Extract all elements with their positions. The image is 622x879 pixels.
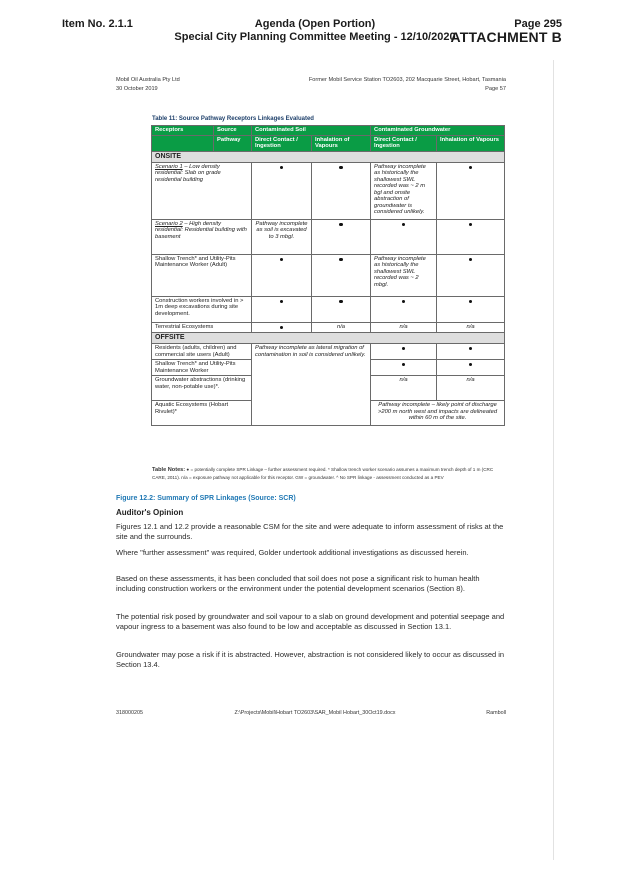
linkage-dot bbox=[312, 296, 371, 322]
table-notes-text: ● = potentially complete SPR Linkage – further assessment required. * Shallow trench worker scenario assumes a maximum trench depth of 1 m (CRC CARE, 2011). n/a = exposure pathway not applicable for this receptor. GW = groundwater. ^ No SPR linkage - assessment conducted as a PEV bbox=[152, 467, 494, 480]
paragraph-5: Groundwater may pose a risk if it is abstracted. However, abstraction is not considered likely to occur as discussed in Section 13.4. bbox=[116, 650, 505, 670]
agenda-line-1: Agenda (Open Portion) bbox=[254, 18, 376, 30]
scenario-2-soil-direct-note: Pathway incomplete as soil is excavated to 3 mbgl. bbox=[252, 219, 312, 254]
receptor-offsite-trench: Shallow Trench* and Utility-Pits Maintenance Worker bbox=[152, 360, 252, 376]
receptor-construction-workers: Construction workers involved in > 1m deep excavations during site development. bbox=[152, 296, 252, 322]
receptor-scenario-1 bbox=[152, 162, 252, 219]
footer-doc-number: 318000205 bbox=[116, 710, 143, 716]
na-cell: n/a bbox=[312, 322, 371, 333]
linkage-dot bbox=[252, 322, 312, 333]
linkage-dot bbox=[437, 219, 505, 254]
linkage-dot bbox=[437, 296, 505, 322]
na-cell: n/a bbox=[437, 322, 505, 333]
scenario-1-label: Scenario 1 bbox=[155, 163, 183, 170]
spr-linkages-table bbox=[151, 125, 505, 426]
trench-gw-direct-note: Pathway incomplete as historically the shallowest SWL recorded was ~ 2 mbgl. bbox=[371, 254, 437, 296]
paragraph-4: The potential risk posed by groundwater and soil vapour to a slab on ground development and potential seepage and vapour ingress to a basement was also found to be low and acceptable as discussed in Section 13.1. bbox=[116, 612, 505, 632]
col-pathway: Pathway bbox=[214, 135, 252, 151]
section-offsite-label: OFFSITE bbox=[152, 333, 505, 344]
col-receptors: Receptors bbox=[152, 126, 214, 136]
receptor-scenario-2 bbox=[152, 219, 252, 254]
receptor-residents: Residents (adults, children) and commercial site users (Adult) bbox=[152, 344, 252, 360]
paragraph-2: Where "further assessment" was required, Golder undertook additional investigations as discussed herein. bbox=[116, 548, 469, 557]
section-offsite bbox=[152, 333, 505, 344]
col-receptors-blank bbox=[152, 135, 214, 151]
figure-caption: Figure 12.2: Summary of SPR Linkages (Source: SCR) bbox=[116, 495, 296, 502]
linkage-dot bbox=[371, 360, 437, 376]
receptor-aquatic: Aquatic Ecosystems (Hobart Rivulet)* bbox=[152, 401, 252, 426]
page-edge-line bbox=[553, 60, 554, 860]
table-row bbox=[152, 254, 505, 296]
doc-page: Page 57 bbox=[485, 85, 506, 92]
na-cell: n/a bbox=[437, 376, 505, 401]
agenda-title bbox=[140, 18, 490, 44]
linkage-dot bbox=[371, 344, 437, 360]
receptor-trench-worker: Shallow Trench* and Utility-Pits Maintenance Worker (Adult) bbox=[152, 254, 252, 296]
na-cell: n/a bbox=[371, 376, 437, 401]
col-gw-direct: Direct Contact / Ingestion bbox=[371, 135, 437, 151]
linkage-dot bbox=[437, 344, 505, 360]
col-contaminated-groundwater: Contaminated Groundwater bbox=[371, 126, 505, 136]
company-name: Mobil Oil Australia Pty Ltd bbox=[116, 77, 180, 83]
na-cell: n/a bbox=[371, 322, 437, 333]
linkage-dot bbox=[437, 360, 505, 376]
table-row bbox=[152, 344, 505, 360]
table-caption: Table 11: Source Pathway Receptors Linkages Evaluated bbox=[152, 116, 314, 122]
linkage-dot bbox=[312, 254, 371, 296]
doc-date: 30 October 2019 bbox=[116, 85, 158, 92]
table-notes-label: Table Notes: bbox=[152, 467, 186, 473]
aquatic-gw-note: Pathway incomplete – likely point of discharge >200 m north west and impacts are delineated within 60 m of the site. bbox=[371, 401, 505, 426]
footer-file-path: Z:\Projects\Mobil\Hobart TO2603\SAR_Mobil Hobart_30Oct19.docx bbox=[234, 710, 396, 716]
agenda-line-2: Special City Planning Committee Meeting - 12/10/2020 bbox=[174, 31, 456, 43]
linkage-dot bbox=[371, 296, 437, 322]
linkage-dot bbox=[252, 162, 312, 219]
linkage-dot bbox=[252, 254, 312, 296]
section-onsite-label: ONSITE bbox=[152, 151, 505, 162]
table-row bbox=[152, 322, 505, 333]
linkage-dot bbox=[371, 219, 437, 254]
scenario-1-gw-direct-note: Pathway incomplete as historically the shallowest SWL recorded was ~ 2 m bgl and onsite abstraction of groundwater is considered unlikely. bbox=[371, 162, 437, 219]
col-gw-inhalation: Inhalation of Vapours bbox=[437, 135, 505, 151]
page-number: Page 295 bbox=[514, 18, 562, 30]
linkage-dot bbox=[437, 162, 505, 219]
linkage-dot bbox=[312, 219, 371, 254]
col-contaminated-soil: Contaminated Soil bbox=[252, 126, 371, 136]
table-head-row-1 bbox=[152, 126, 505, 136]
item-number: Item No. 2.1.1 bbox=[62, 18, 133, 30]
auditor-opinion-heading: Auditor's Opinion bbox=[116, 508, 184, 517]
linkage-dot bbox=[437, 254, 505, 296]
paragraph-3: Based on these assessments, it has been concluded that soil does not pose a significant risk to human health including construction workers or the environment under the potential development scenarios (Section 8). bbox=[116, 574, 480, 594]
linkage-dot bbox=[312, 162, 371, 219]
col-source: Source bbox=[214, 126, 252, 136]
scenario-2-label: Scenario 2 bbox=[155, 220, 183, 227]
receptor-gw-abstraction: Groundwater abstractions (drinking water, non-potable use)*. bbox=[152, 376, 252, 401]
paragraph-1: Figures 12.1 and 12.2 provide a reasonable CSM for the site and were adequate to inform assessment of risks at the site and the surrounds. bbox=[116, 522, 504, 542]
doc-header-right bbox=[309, 76, 506, 93]
footer-company: Ramboll bbox=[486, 710, 506, 716]
col-soil-direct: Direct Contact / Ingestion bbox=[252, 135, 312, 151]
receptor-terrestrial: Terrestrial Ecosystems bbox=[152, 322, 252, 333]
table-notes bbox=[152, 466, 504, 481]
doc-header-left bbox=[116, 76, 180, 93]
scenario-2-text: – High density residential: Residential building with basement bbox=[155, 220, 247, 240]
offsite-soil-note: Pathway incomplete as lateral migration of contamination in soil is considered unlikely. bbox=[252, 344, 371, 426]
table-head-row-2 bbox=[152, 135, 505, 151]
site-name: Former Mobil Service Station TO2603, 202 Macquarie Street, Hobart, Tasmania bbox=[308, 77, 506, 83]
col-soil-inhalation: Inhalation of Vapours bbox=[312, 135, 371, 151]
page-block bbox=[450, 18, 562, 44]
attachment-label: ATTACHMENT B bbox=[450, 29, 562, 45]
table-row bbox=[152, 219, 505, 254]
scenario-1-text: – Low density residential: Slab on grade residential building bbox=[155, 163, 221, 183]
table-row bbox=[152, 162, 505, 219]
section-onsite bbox=[152, 151, 505, 162]
linkage-dot bbox=[252, 296, 312, 322]
table-row bbox=[152, 296, 505, 322]
